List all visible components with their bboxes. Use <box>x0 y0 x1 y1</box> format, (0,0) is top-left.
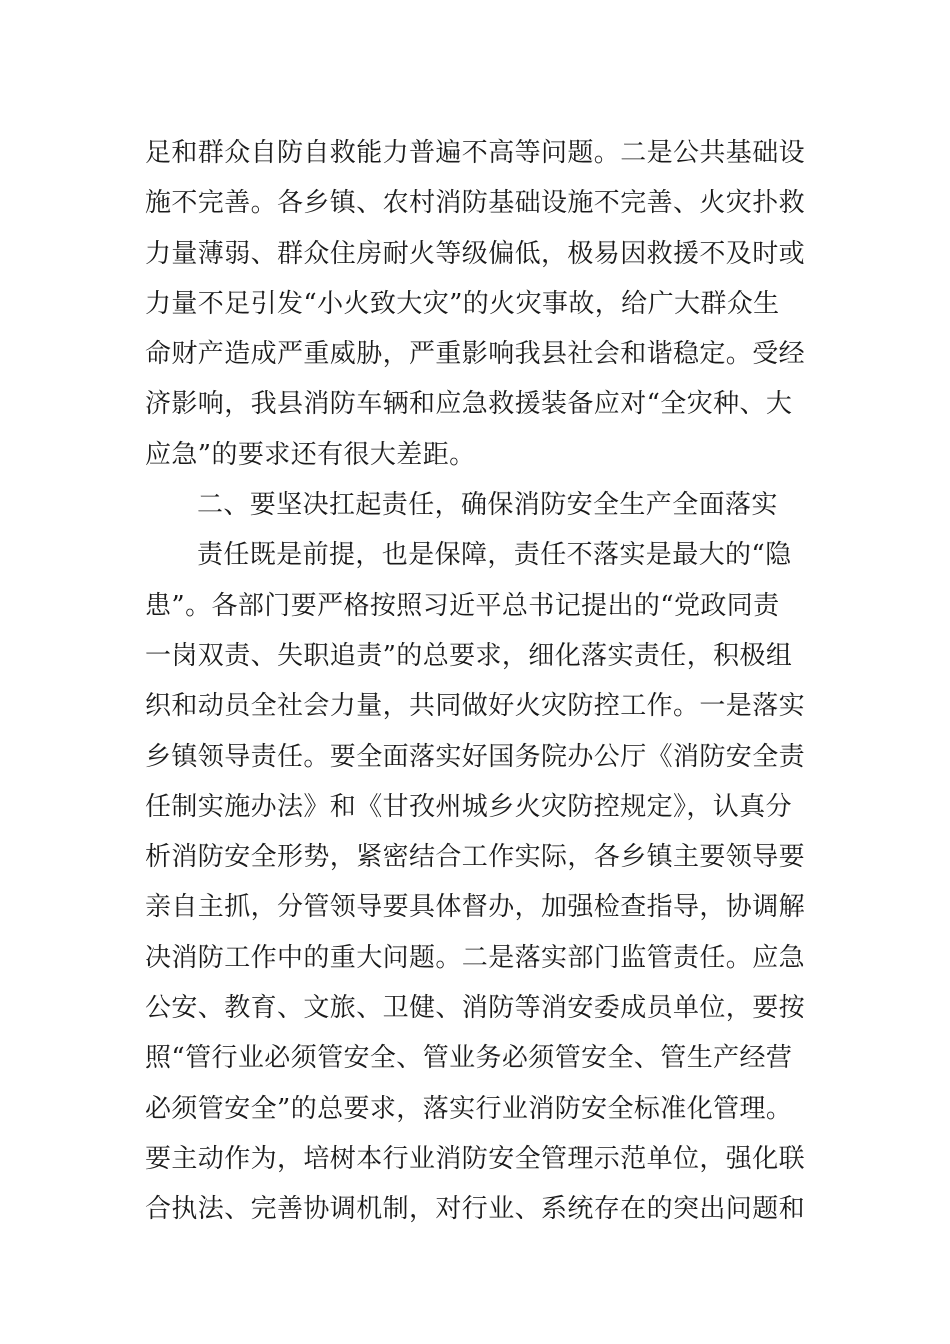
text-line: 患”。各部门要严格按照习近平总书记提出的“党政同责 <box>145 590 780 621</box>
text-line: 任制实施办法》和《甘孜州城乡火灾防控规定》，认真分 <box>145 791 793 822</box>
paragraph-first-line: 责任既是前提，也是保障，责任不落实是最大的“隐 <box>197 540 792 571</box>
text-line: 必须管安全”的总要求，落实行业消防安全标准化管理。 <box>145 1093 793 1124</box>
body-text <box>145 128 815 1235</box>
text-line: 一岗双责、失职追责”的总要求，细化落实责任，积极组 <box>145 640 793 671</box>
text-line: 力量不足引发“小火致大灾”的火灾事故，给广大群众生 <box>145 288 780 319</box>
section-heading: 二、要坚决扛起责任，确保消防安全生产全面落实 <box>197 490 778 521</box>
text-line: 应急”的要求还有很大差距。 <box>145 439 476 470</box>
text-line: 命财产造成严重威胁，严重影响我县社会和谐稳定。受经 <box>145 339 806 370</box>
text-line: 析消防安全形势，紧密结合工作实际，各乡镇主要领导要 <box>145 842 806 873</box>
text-line: 合执法、完善协调机制，对行业、系统存在的突出问题和 <box>145 1194 806 1225</box>
text-line: 亲自主抓，分管领导要具体督办，加强检查指导，协调解 <box>145 892 806 923</box>
text-line: 济影响，我县消防车辆和应急救援装备应对“全灾种、大 <box>145 389 793 420</box>
text-line: 公安、教育、文旅、卫健、消防等消安委成员单位，要按 <box>145 993 806 1024</box>
text-line: 照“管行业必须管安全、管业务必须管安全、管生产经营 <box>145 1043 793 1074</box>
text-line: 乡镇领导责任。要全面落实好国务院办公厅《消防安全责 <box>145 741 806 772</box>
text-line: 要主动作为，培树本行业消防安全管理示范单位，强化联 <box>145 1143 806 1174</box>
text-line: 决消防工作中的重大问题。二是落实部门监管责任。应急 <box>145 942 806 973</box>
text-line: 足和群众自防自救能力普遍不高等问题。二是公共基础设 <box>145 138 806 168</box>
text-line: 力量薄弱、群众住房耐火等级偏低，极易因救援不及时或 <box>145 238 806 269</box>
text-line: 织和动员全社会力量，共同做好火灾防控工作。一是落实 <box>145 691 806 722</box>
text-line: 施不完善。各乡镇、农村消防基础设施不完善、火灾扑救 <box>145 188 806 219</box>
